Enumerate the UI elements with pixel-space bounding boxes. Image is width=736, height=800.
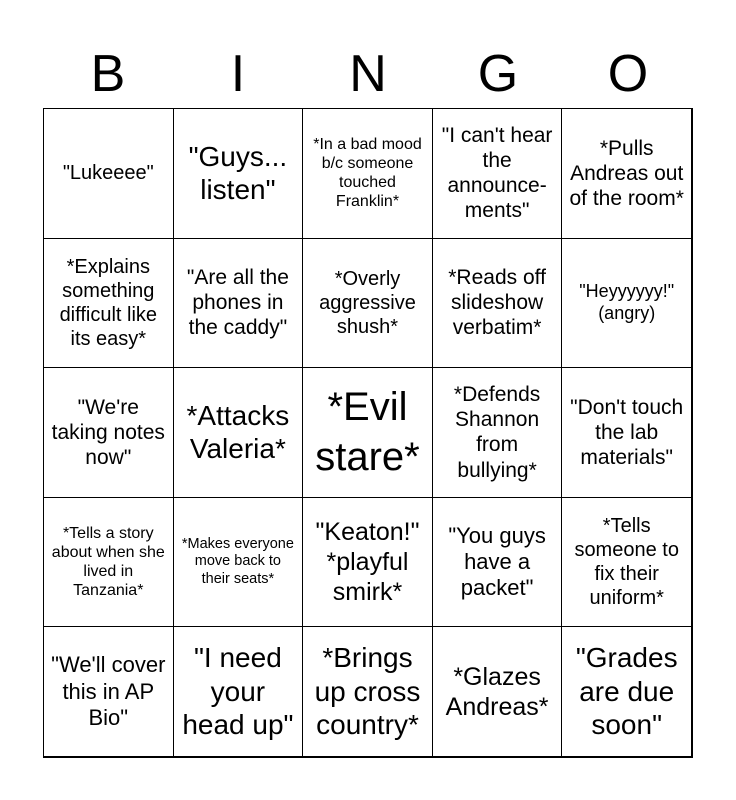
bingo-cell[interactable]: "I can't hear the announce-ments" <box>432 108 563 239</box>
bingo-cell[interactable]: *Pulls Andreas out of the room* <box>561 108 692 239</box>
bingo-grid <box>43 108 693 758</box>
bingo-cell[interactable]: *Makes everyone move back to their seats* <box>173 497 304 628</box>
header-letter-o: O <box>607 45 649 103</box>
bingo-cell[interactable]: "Heyyyyyy!" (angry) <box>561 238 692 369</box>
bingo-cell[interactable]: "We're taking notes now" <box>43 367 174 498</box>
bingo-cell[interactable]: "Lukeeee" <box>43 108 174 239</box>
header-letter-i: I <box>230 45 246 103</box>
bingo-cell[interactable]: *Defends Shannon from bullying* <box>432 367 563 498</box>
bingo-cell[interactable]: "You guys have a packet" <box>432 497 563 628</box>
bingo-cell[interactable]: "I need your head up" <box>173 626 304 757</box>
bingo-cell[interactable]: *Tells someone to fix their uniform* <box>561 497 692 628</box>
bingo-cell[interactable]: *In a bad mood b/c someone touched Franklin* <box>302 108 433 239</box>
bingo-cell[interactable]: *Tells a story about when she lived in Tanzania* <box>43 497 174 628</box>
bingo-cell[interactable]: "Guys... listen" <box>173 108 304 239</box>
bingo-cell[interactable]: "Keaton!" *playful smirk* <box>302 497 433 628</box>
bingo-cell[interactable]: *Brings up cross country* <box>302 626 433 757</box>
bingo-cell[interactable]: "Grades are due soon" <box>561 626 692 757</box>
bingo-cell[interactable]: *Overly aggressive shush* <box>302 238 433 369</box>
bingo-cell[interactable]: "Don't touch the lab materials" <box>561 367 692 498</box>
header-letter-n: N <box>349 45 387 103</box>
header-letter-b: B <box>90 45 126 103</box>
bingo-cell-center[interactable]: *Evil stare* <box>302 367 433 498</box>
bingo-cell[interactable]: "Are all the phones in the caddy" <box>173 238 304 369</box>
bingo-cell[interactable]: *Explains something difficult like its easy* <box>43 238 174 369</box>
bingo-cell[interactable]: *Glazes Andreas* <box>432 626 563 757</box>
bingo-cell[interactable]: *Attacks Valeria* <box>173 367 304 498</box>
bingo-header <box>43 40 693 108</box>
bingo-cell[interactable]: *Reads off slideshow verbatim* <box>432 238 563 369</box>
bingo-cell[interactable]: "We'll cover this in AP Bio" <box>43 626 174 757</box>
header-letter-g: G <box>477 45 519 103</box>
